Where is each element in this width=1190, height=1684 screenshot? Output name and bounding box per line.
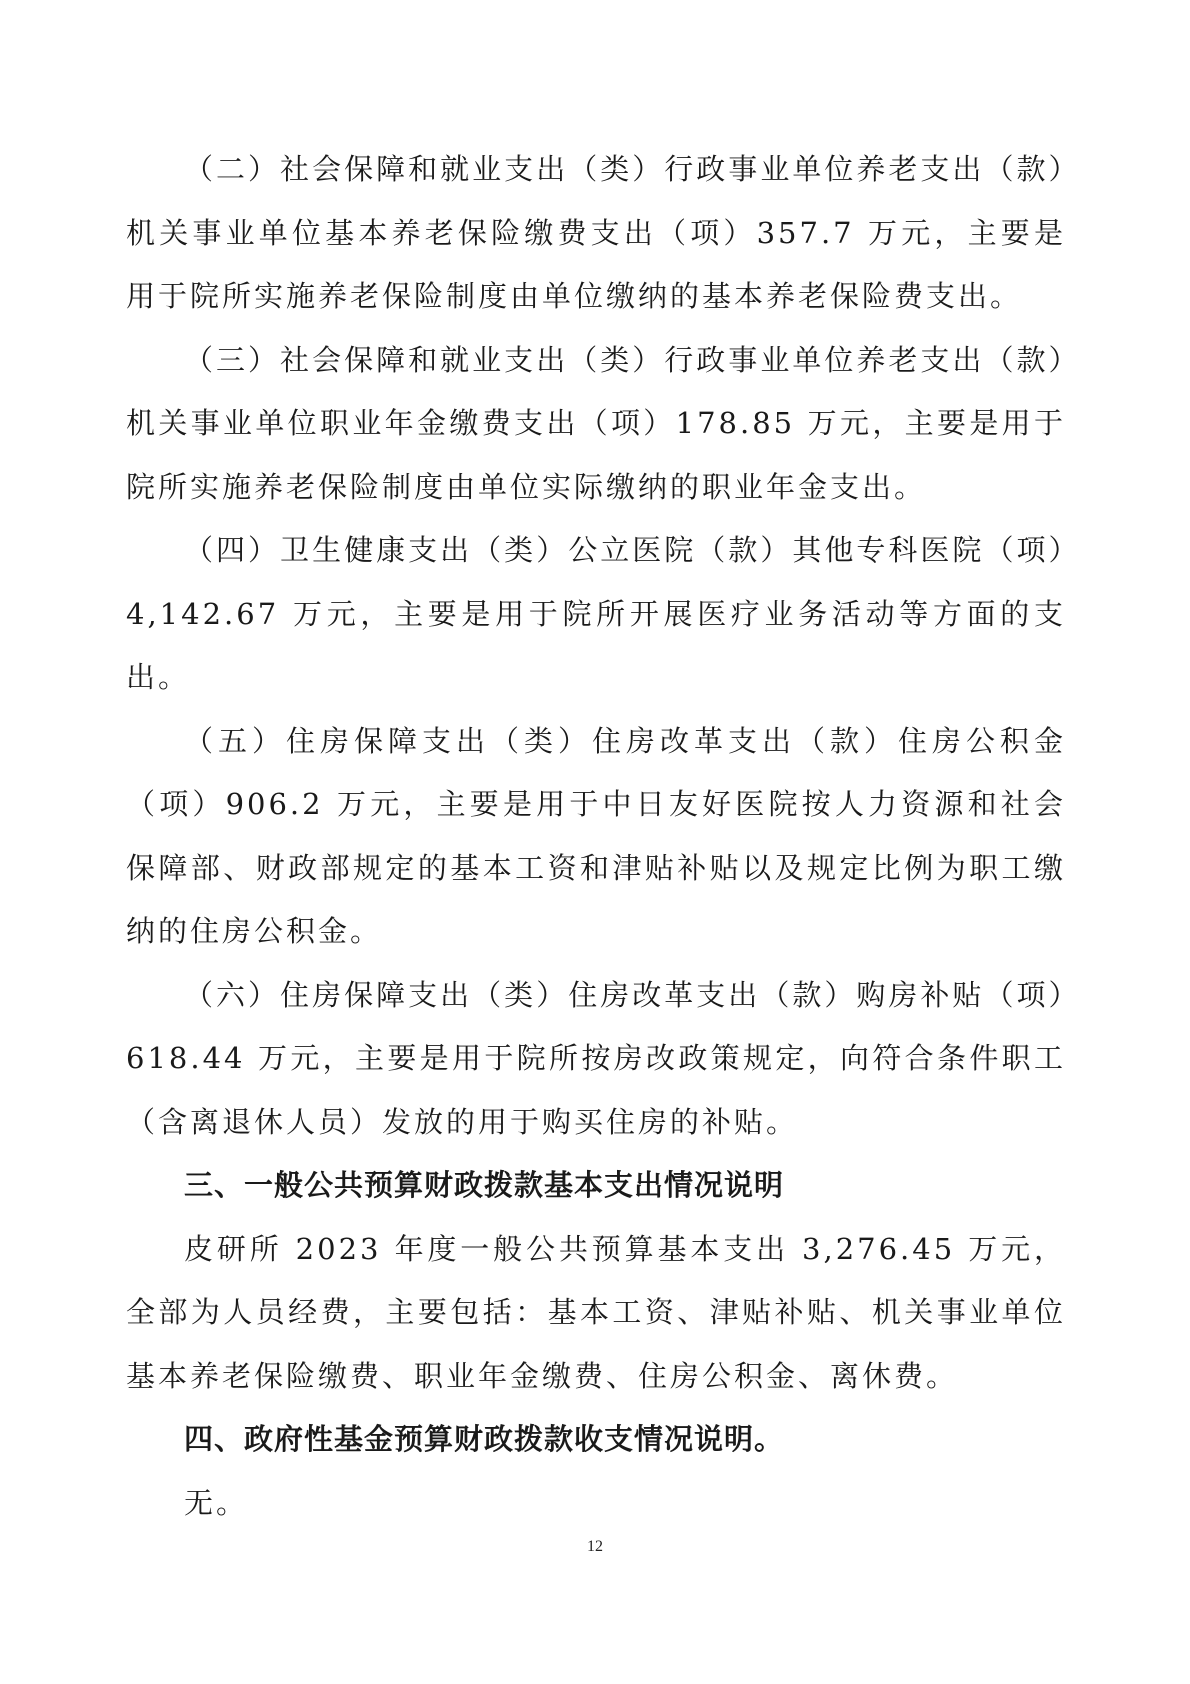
page-number: 12 (587, 1538, 603, 1555)
paragraph-housing-provident-fund: （五）住房保障支出（类）住房改革支出（款）住房公积金（项）906.2 万元，主要是用于中日友好医院按人力资源和社会保障部、财政部规定的基本工资和津贴补贴以及规定比例为职工缴纳的住房公积金。 (126, 723, 1066, 948)
paragraph-government-fund-none: 无。 (184, 1485, 249, 1520)
paragraph-health-specialty-hospital: （四）卫生健康支出（类）公立医院（款）其他专科医院（项）4,142.67 万元，主要是用于院所开展医疗业务活动等方面的支出。 (126, 533, 1066, 694)
document-body (126, 138, 1066, 1535)
paragraph-social-security-basic-pension: （二）社会保障和就业支出（类）行政事业单位养老支出（款）机关事业单位基本养老保险缴费支出（项）357.7 万元，主要是用于院所实施养老保险制度由单位缴纳的基本养老保险费支出。 (126, 152, 1066, 313)
paragraph-basic-expenditure-summary: 皮研所 2023 年度一般公共预算基本支出 3,276.45 万元，全部为人员经费，主要包括：基本工资、津贴补贴、机关事业单位基本养老保险缴费、职业年金缴费、住房公积金、离休费。 (126, 1231, 1066, 1393)
paragraph-housing-purchase-subsidy: （六）住房保障支出（类）住房改革支出（款）购房补贴（项）618.44 万元，主要是用于院所按房改政策规定，向符合条件职工（含离退休人员）发放的用于购买住房的补贴。 (126, 977, 1066, 1139)
section-heading-basic-expenditure: 三、一般公共预算财政拨款基本支出情况说明 (184, 1168, 785, 1202)
section-heading-government-fund: 四、政府性基金预算财政拨款收支情况说明。 (184, 1422, 785, 1456)
paragraph-social-security-occupational-annuity: （三）社会保障和就业支出（类）行政事业单位养老支出（款）机关事业单位职业年金缴费支出（项）178.85 万元，主要是用于院所实施养老保险制度由单位实际缴纳的职业年金支出。 (126, 342, 1066, 504)
